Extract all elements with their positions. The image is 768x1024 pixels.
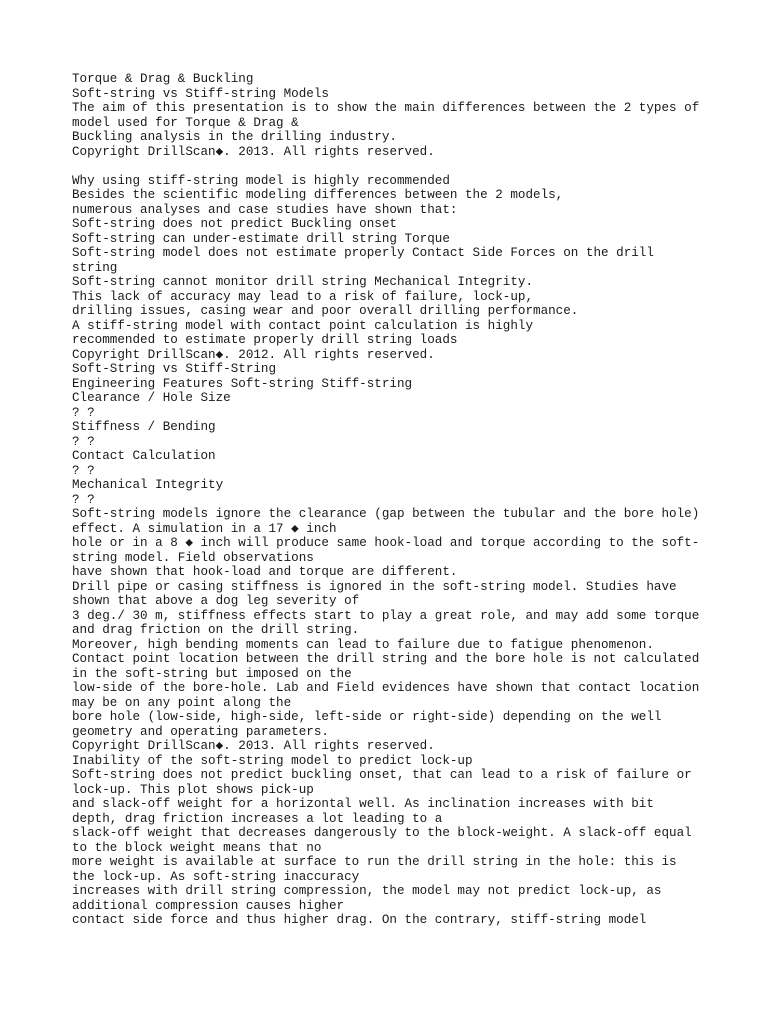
document-line: low-side of the bore-hole. Lab and Field evidences have shown that contact location may be on any point along the [72,681,707,710]
document-line: hole or in a 8 ◆ inch will produce same hook-load and torque according to the soft-string model. Field observations [72,536,700,565]
document-line: recommended to estimate properly drill string loads [72,333,458,347]
document-line: Soft-string does not predict Buckling onset [72,217,397,231]
document-line: ? ? [72,405,95,420]
document-line: The aim of this presentation is to show the main differences between the 2 types of model used for Torque & Drag & [72,101,707,130]
document-line: have shown that hook-load and torque are different. [72,565,458,579]
document-line: Soft-string model does not estimate properly Contact Side Forces on the drill string [72,246,662,275]
document-line: Drill pipe or casing stiffness is ignored in the soft-string model. Studies have shown that above a dog leg severity of [72,579,685,608]
document-line: contact side force and thus higher drag. On the contrary, stiff-string model [72,913,647,927]
document-line: Contact point location between the drill string and the bore hole is not calculated in the soft-string but imposed on the [72,652,707,681]
document-line: and slack-off weight for a horizontal well. As inclination increases with bit depth, drag friction increases a lot leading to a [72,797,662,826]
document-line: increases with drill string compression, the model may not predict lock-up, as additional compression causes higher [72,884,670,913]
document-line: Moreover, high bending moments can lead to failure due to fatigue phenomenon. [72,637,654,652]
document-line [72,159,704,174]
document-line: Mechanical Integrity [72,478,224,492]
document-line: numerous analyses and case studies have shown that: [72,202,458,217]
document-line: Soft-string does not predict buckling onset, that can lead to a risk of failure or lock-up. This plot shows pick-up [72,768,700,797]
document-line: Soft-string vs Stiff-string Models [72,86,329,101]
document-line: Besides the scientific modeling differences between the 2 models, [72,188,564,202]
document-line: This lack of accuracy may lead to a risk of failure, lock-up, [72,289,534,304]
document-line: more weight is available at surface to run the drill string in the hole: this is the lock-up. As soft-string inaccuracy [72,855,685,884]
document-line: Soft-String vs Stiff-String [72,362,277,376]
document-line: Soft-string models ignore the clearance (gap between the tubular and the bore hole) effect. A simulation in a 17 ◆ inch [72,507,707,536]
document-line: Soft-string can under-estimate drill string Torque [72,231,450,246]
document-line: ? ? [72,434,95,449]
document-line: Stiffness / Bending [72,420,216,434]
document-page [72,72,707,928]
document-line: Inability of the soft-string model to predict lock-up [72,753,473,768]
document-line: ? ? [72,492,95,507]
document-line: Copyright DrillScan◆. 2013. All rights reserved. [72,739,435,753]
document-line: Copyright DrillScan◆. 2013. All rights reserved. [72,144,435,159]
document-line: Soft-string cannot monitor drill string Mechanical Integrity. [72,275,534,289]
document-line: bore hole (low-side, high-side, left-side or right-side) depending on the well geometry and operating parameters. [72,710,670,739]
document-line: Clearance / Hole Size [72,391,231,405]
document-line: slack-off weight that decreases dangerously to the block-weight. A slack-off equal to the block weight means that no [72,826,700,855]
document-line: Torque & Drag & Buckling [72,72,254,86]
document-line: 3 deg./ 30 m, stiffness effects start to play a great role, and may add some torque and drag friction on the drill string. [72,608,707,637]
document-line: Contact Calculation [72,449,216,463]
document-line: Copyright DrillScan◆. 2012. All rights reserved. [72,347,435,362]
document-line: drilling issues, casing wear and poor overall drilling performance. [72,304,579,318]
document-line: ? ? [72,463,95,478]
document-line: A stiff-string model with contact point calculation is highly [72,318,534,333]
document-line: Engineering Features Soft-string Stiff-string [72,376,413,391]
document-line: Buckling analysis in the drilling industry. [72,130,397,144]
document-line: Why using stiff-string model is highly recommended [72,173,450,188]
